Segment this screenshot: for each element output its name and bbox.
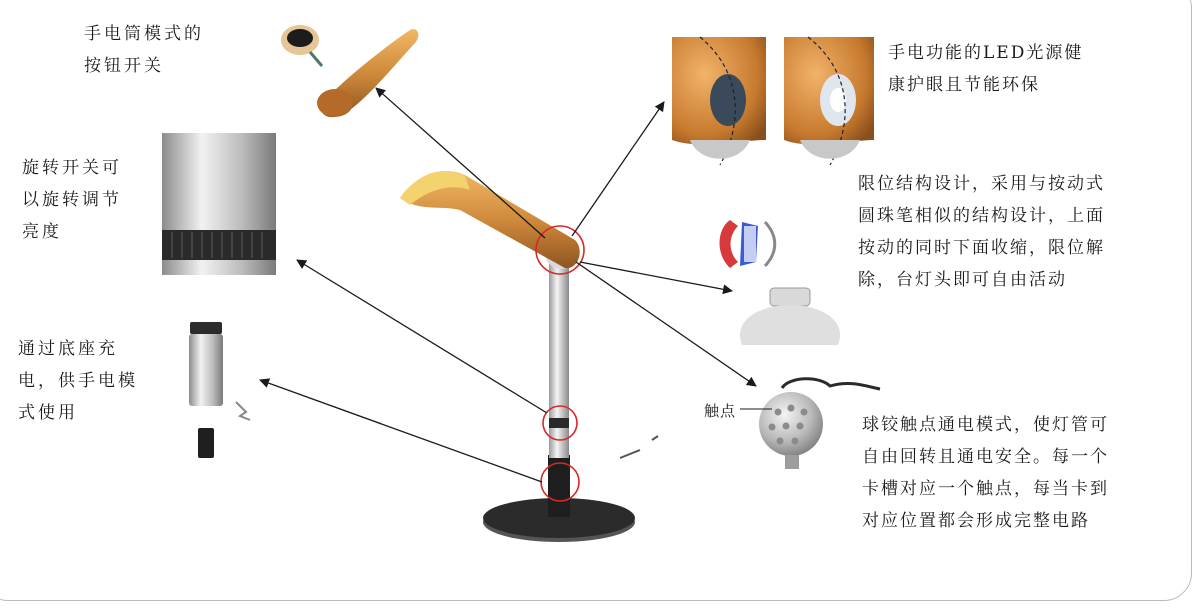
label-ball-hinge-contact: 球铰触点通电模式，使灯管可 自由回转且通电安全。每一个 卡槽对应一个触点，每当卡到 对应位置都会形成完整电路: [862, 415, 1109, 531]
label-contact-point: 触点: [704, 402, 737, 420]
label-base-charging: 通过底座充 电，供手电模 式使用: [18, 339, 138, 423]
arrow-to-led-closeup: [572, 102, 664, 236]
arrow-to-limit-structure: [580, 262, 732, 291]
arrow-to-charging-battery: [260, 380, 542, 482]
led-closeup-on-image: [784, 37, 874, 165]
label-limit-structure: 限位结构设计，采用与按动式 圆珠笔相似的结构设计，上面 按动的同时下面收缩，限位解 除，台灯头即可自由活动: [858, 174, 1105, 290]
arrow-to-flashlight-button: [376, 88, 545, 238]
limit-structure-image: [720, 220, 841, 345]
desk-lamp-image: [400, 171, 658, 542]
arrow-to-rotary-switch: [297, 260, 547, 413]
label-flashlight-mode-button: 手电筒模式的 按钮开关: [84, 24, 204, 76]
rotary-switch-image: [162, 133, 276, 275]
label-rotary-switch: 旋转开关可 以旋转调节 亮度: [22, 158, 122, 242]
led-closeup-off-image: [672, 37, 766, 165]
arrow-to-ball-hinge: [576, 262, 756, 386]
charging-battery-image: [189, 322, 250, 458]
ball-hinge-sphere-image: [759, 379, 880, 469]
label-led-light-source: 手电功能的LED光源健 康护眼且节能环保: [888, 43, 1084, 95]
flashlight-handle-image: [281, 25, 418, 117]
